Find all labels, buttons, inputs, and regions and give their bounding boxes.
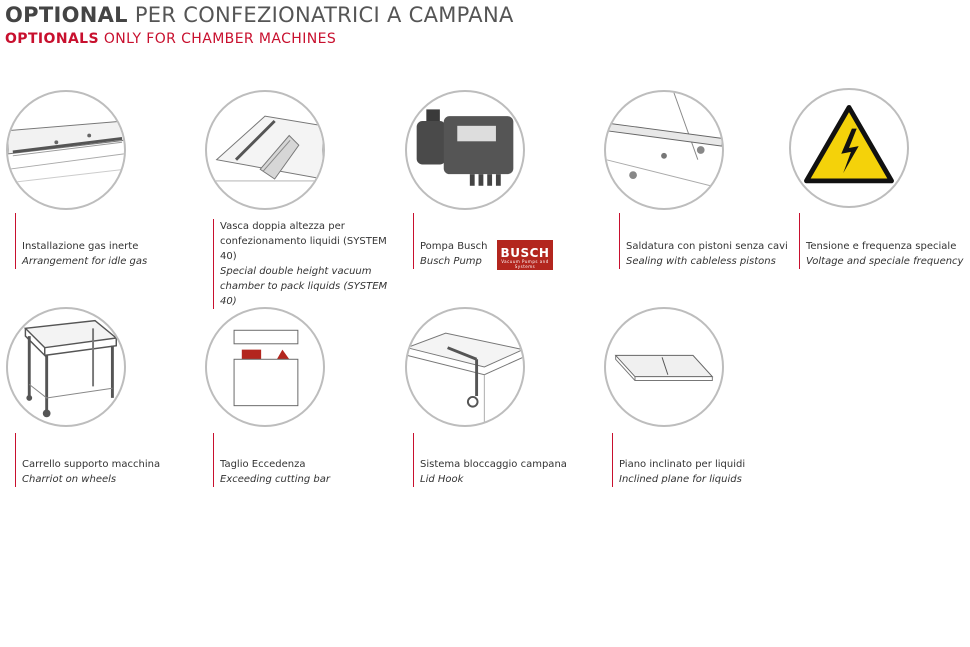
idle-gas-image [6, 90, 126, 210]
caption-it: Piano inclinato per liquidi [619, 459, 746, 470]
cableless-pistons-image [604, 90, 724, 210]
charriot-image [6, 307, 126, 427]
caption-it: Sistema bloccaggio campana [420, 459, 567, 470]
caption-busch-pump [413, 213, 495, 269]
busch-logo-tagline: Vacuum Pumps and Systems [501, 259, 549, 269]
caption-en: Charriot on wheels [22, 474, 117, 485]
busch-pump-image [405, 90, 525, 210]
caption-it: Vasca doppia altezza per confezionamento liquidi (SYSTEM 40) [220, 221, 387, 262]
caption-cableless-pistons [619, 213, 816, 269]
page-subtitle-rest: ONLY FOR CHAMBER MACHINES [103, 31, 337, 47]
caption-en: Sealing with cableless pistons [626, 256, 776, 267]
caption-idle-gas [15, 213, 212, 269]
caption-en: Exceeding cutting bar [220, 474, 330, 485]
busch-logo [497, 240, 553, 270]
page-subtitle [5, 31, 336, 47]
caption-en: Arrangement for idle gas [22, 256, 148, 267]
caption-en: Inclined plane for liquids [619, 474, 742, 485]
caption-voltage [799, 213, 966, 269]
page-subtitle-bold: OPTIONALS [5, 31, 99, 47]
caption-it: Carrello supporto macchina [22, 459, 161, 470]
page-title-rest: PER CONFEZIONATRICI A CAMPANA [134, 3, 514, 27]
caption-en: Busch Pump [420, 256, 482, 267]
page-title [5, 3, 514, 27]
busch-logo-text: BUSCH [500, 246, 550, 260]
caption-en: Voltage and speciale frequency [806, 256, 964, 267]
caption-lid-hook [413, 433, 610, 487]
inclined-plane-image [604, 307, 724, 427]
caption-it: Tensione e frequenza speciale [806, 241, 957, 252]
caption-it: Pompa Busch [420, 241, 488, 252]
caption-en: Special double height vacuum chamber to pack liquids (SYSTEM 40) [220, 266, 388, 307]
caption-charriot [15, 433, 212, 487]
caption-it: Taglio Eccedenza [220, 459, 306, 470]
caption-en: Lid Hook [420, 474, 464, 485]
caption-cutting-bar [213, 433, 410, 487]
warning-image [789, 88, 909, 208]
lid-hook-image [405, 307, 525, 427]
caption-it: Installazione gas inerte [22, 241, 139, 252]
cutting-bar-image [205, 307, 325, 427]
double-height-chamber-image [205, 90, 325, 210]
caption-inclined-plane [612, 433, 809, 487]
page-title-bold: OPTIONAL [5, 3, 128, 27]
caption-it: Saldatura con pistoni senza cavi [626, 241, 788, 252]
caption-double-height [213, 219, 405, 309]
